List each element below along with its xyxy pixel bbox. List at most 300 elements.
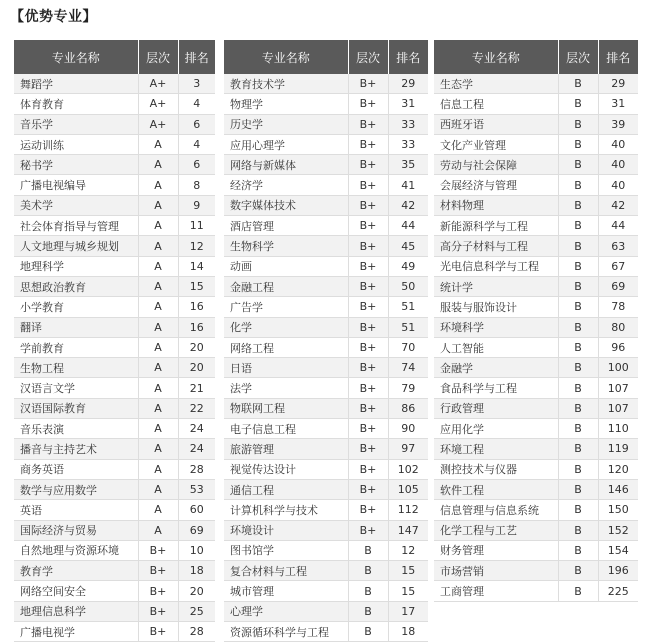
level-cell: B — [558, 540, 598, 560]
rank-cell: 16 — [178, 297, 215, 317]
level-cell: B — [348, 601, 388, 621]
major-name-cell: 商务英语 — [14, 459, 138, 479]
table-row — [14, 134, 215, 154]
table-row — [224, 114, 428, 134]
table-row — [14, 439, 215, 459]
level-cell: B — [348, 622, 388, 642]
rank-cell: 40 — [598, 134, 638, 154]
table-row — [434, 398, 638, 418]
level-cell: B — [558, 561, 598, 581]
rank-cell: 29 — [598, 74, 638, 94]
level-cell: B+ — [348, 419, 388, 439]
level-cell: B+ — [348, 520, 388, 540]
table-row — [224, 479, 428, 499]
major-name-cell: 电子信息工程 — [224, 419, 348, 439]
level-cell: B — [558, 479, 598, 499]
rank-cell: 22 — [178, 398, 215, 418]
header-rank: 排名 — [598, 40, 638, 74]
rank-cell: 9 — [178, 195, 215, 215]
table-row — [434, 520, 638, 540]
table-row — [14, 358, 215, 378]
rank-cell: 225 — [598, 581, 638, 601]
major-name-cell: 秘书学 — [14, 155, 138, 175]
rank-cell: 6 — [178, 155, 215, 175]
table-row — [224, 155, 428, 175]
major-name-cell: 自然地理与资源环境 — [14, 540, 138, 560]
major-name-cell: 小学教育 — [14, 297, 138, 317]
rank-cell: 80 — [598, 317, 638, 337]
level-cell: B — [558, 358, 598, 378]
table-row — [434, 358, 638, 378]
level-cell: B — [558, 500, 598, 520]
rank-cell: 28 — [178, 622, 215, 642]
major-name-cell: 翻译 — [14, 317, 138, 337]
level-cell: A — [138, 195, 178, 215]
table-row — [14, 236, 215, 256]
level-cell: B — [558, 236, 598, 256]
table-row — [14, 398, 215, 418]
table-row — [224, 134, 428, 154]
major-name-cell: 音乐学 — [14, 114, 138, 134]
table-row — [14, 500, 215, 520]
header-rank: 排名 — [388, 40, 428, 74]
table-row — [224, 94, 428, 114]
level-cell: A+ — [138, 94, 178, 114]
level-cell: B+ — [348, 74, 388, 94]
rank-cell: 152 — [598, 520, 638, 540]
major-name-cell: 思想政治教育 — [14, 276, 138, 296]
major-name-cell: 财务管理 — [434, 540, 558, 560]
table-row — [14, 317, 215, 337]
ranking-table-1 — [14, 40, 215, 642]
rank-cell: 63 — [598, 236, 638, 256]
major-name-cell: 教育学 — [14, 561, 138, 581]
level-cell: A — [138, 256, 178, 276]
rank-cell: 12 — [388, 540, 428, 560]
header-major-name: 专业名称 — [434, 40, 558, 74]
table-row — [224, 520, 428, 540]
major-name-cell: 会展经济与管理 — [434, 175, 558, 195]
table-row — [14, 155, 215, 175]
major-name-cell: 环境设计 — [224, 520, 348, 540]
table-row — [434, 195, 638, 215]
major-name-cell: 工商管理 — [434, 581, 558, 601]
level-cell: A+ — [138, 74, 178, 94]
level-cell: B — [348, 540, 388, 560]
level-cell: A — [138, 134, 178, 154]
rank-cell: 102 — [388, 459, 428, 479]
major-name-cell: 运动训练 — [14, 134, 138, 154]
rank-cell: 147 — [388, 520, 428, 540]
rank-cell: 42 — [388, 195, 428, 215]
rank-cell: 97 — [388, 439, 428, 459]
table-row — [224, 256, 428, 276]
table-row — [224, 216, 428, 236]
major-name-cell: 音乐表演 — [14, 419, 138, 439]
rank-cell: 20 — [178, 337, 215, 357]
rank-cell: 105 — [388, 479, 428, 499]
table-row — [224, 459, 428, 479]
major-name-cell: 软件工程 — [434, 479, 558, 499]
level-cell: B — [558, 337, 598, 357]
major-name-cell: 新能源科学与工程 — [434, 216, 558, 236]
table-row — [224, 195, 428, 215]
table-row — [14, 601, 215, 621]
major-name-cell: 材料物理 — [434, 195, 558, 215]
table-row — [224, 358, 428, 378]
table-row — [14, 419, 215, 439]
major-name-cell: 物理学 — [224, 94, 348, 114]
major-name-cell: 汉语言文学 — [14, 378, 138, 398]
level-cell: B+ — [348, 358, 388, 378]
major-name-cell: 英语 — [14, 500, 138, 520]
table-row — [434, 581, 638, 601]
major-name-cell: 服装与服饰设计 — [434, 297, 558, 317]
rank-cell: 41 — [388, 175, 428, 195]
major-name-cell: 生物工程 — [14, 358, 138, 378]
level-cell: B+ — [348, 500, 388, 520]
rank-cell: 33 — [388, 134, 428, 154]
major-name-cell: 环境科学 — [434, 317, 558, 337]
ranking-table-2 — [224, 40, 428, 642]
table-row — [434, 317, 638, 337]
major-name-cell: 经济学 — [224, 175, 348, 195]
major-name-cell: 社会体育指导与管理 — [14, 216, 138, 236]
major-name-cell: 行政管理 — [434, 398, 558, 418]
level-cell: B — [558, 216, 598, 236]
major-name-cell: 化学工程与工艺 — [434, 520, 558, 540]
level-cell: B — [558, 114, 598, 134]
rank-cell: 25 — [178, 601, 215, 621]
table-row — [14, 581, 215, 601]
table-row — [14, 297, 215, 317]
major-name-cell: 体育教育 — [14, 94, 138, 114]
major-name-cell: 网络工程 — [224, 337, 348, 357]
table-row — [14, 114, 215, 134]
major-name-cell: 旅游管理 — [224, 439, 348, 459]
table-row — [14, 622, 215, 642]
level-cell: B+ — [348, 337, 388, 357]
major-name-cell: 网络与新媒体 — [224, 155, 348, 175]
table-row — [434, 114, 638, 134]
major-name-cell: 数学与应用数学 — [14, 479, 138, 499]
table-row — [434, 378, 638, 398]
rank-cell: 146 — [598, 479, 638, 499]
level-cell: B+ — [348, 175, 388, 195]
major-name-cell: 信息管理与信息系统 — [434, 500, 558, 520]
table-row — [14, 74, 215, 94]
table-row — [224, 419, 428, 439]
rank-cell: 14 — [178, 256, 215, 276]
level-cell: B+ — [348, 378, 388, 398]
table-row — [14, 175, 215, 195]
rank-cell: 10 — [178, 540, 215, 560]
rank-cell: 70 — [388, 337, 428, 357]
level-cell: B — [558, 94, 598, 114]
level-cell: A — [138, 398, 178, 418]
table-row — [434, 276, 638, 296]
rank-cell: 119 — [598, 439, 638, 459]
rank-cell: 86 — [388, 398, 428, 418]
rank-cell: 17 — [388, 601, 428, 621]
level-cell: B+ — [348, 195, 388, 215]
rank-cell: 15 — [388, 561, 428, 581]
table-row — [224, 317, 428, 337]
major-name-cell: 复合材料与工程 — [224, 561, 348, 581]
major-name-cell: 地理科学 — [14, 256, 138, 276]
table-row — [14, 561, 215, 581]
table-row — [434, 419, 638, 439]
level-cell: B — [558, 419, 598, 439]
table-row — [434, 216, 638, 236]
header-major-name: 专业名称 — [224, 40, 348, 74]
major-name-cell: 人工智能 — [434, 337, 558, 357]
level-cell: A — [138, 317, 178, 337]
level-cell: B+ — [348, 398, 388, 418]
table-row — [14, 337, 215, 357]
rank-cell: 3 — [178, 74, 215, 94]
level-cell: B — [558, 256, 598, 276]
table-row — [224, 601, 428, 621]
rank-cell: 31 — [598, 94, 638, 114]
rank-cell: 42 — [598, 195, 638, 215]
header-level: 层次 — [558, 40, 598, 74]
level-cell: A — [138, 175, 178, 195]
level-cell: A — [138, 479, 178, 499]
major-name-cell: 心理学 — [224, 601, 348, 621]
header-rank: 排名 — [178, 40, 215, 74]
rank-cell: 35 — [388, 155, 428, 175]
rank-cell: 21 — [178, 378, 215, 398]
major-name-cell: 数字媒体技术 — [224, 195, 348, 215]
level-cell: B — [558, 378, 598, 398]
major-name-cell: 生态学 — [434, 74, 558, 94]
level-cell: B+ — [348, 216, 388, 236]
level-cell: B — [558, 74, 598, 94]
rank-cell: 24 — [178, 419, 215, 439]
table-row — [14, 378, 215, 398]
level-cell: B+ — [348, 256, 388, 276]
rank-cell: 4 — [178, 94, 215, 114]
major-name-cell: 教育技术学 — [224, 74, 348, 94]
rank-cell: 120 — [598, 459, 638, 479]
table-row — [224, 337, 428, 357]
level-cell: B+ — [348, 134, 388, 154]
major-name-cell: 资源循环科学与工程 — [224, 622, 348, 642]
level-cell: B — [558, 195, 598, 215]
table-row — [434, 439, 638, 459]
major-name-cell: 物联网工程 — [224, 398, 348, 418]
table-row — [14, 479, 215, 499]
rank-cell: 49 — [388, 256, 428, 276]
table-row — [224, 540, 428, 560]
major-name-cell: 广播电视编导 — [14, 175, 138, 195]
table-row — [434, 256, 638, 276]
level-cell: B — [558, 276, 598, 296]
level-cell: B+ — [348, 276, 388, 296]
table-row — [224, 74, 428, 94]
rank-cell: 107 — [598, 398, 638, 418]
major-name-cell: 人文地理与城乡规划 — [14, 236, 138, 256]
rank-cell: 110 — [598, 419, 638, 439]
header-level: 层次 — [348, 40, 388, 74]
table-row — [14, 256, 215, 276]
major-name-cell: 广播电视学 — [14, 622, 138, 642]
major-name-cell: 劳动与社会保障 — [434, 155, 558, 175]
major-name-cell: 法学 — [224, 378, 348, 398]
level-cell: B — [558, 581, 598, 601]
table-row — [224, 581, 428, 601]
major-name-cell: 地理信息科学 — [14, 601, 138, 621]
table-row — [434, 540, 638, 560]
table-row — [224, 175, 428, 195]
rank-cell: 20 — [178, 358, 215, 378]
level-cell: B — [348, 561, 388, 581]
rank-cell: 44 — [598, 216, 638, 236]
major-name-cell: 应用心理学 — [224, 134, 348, 154]
level-cell: B+ — [138, 622, 178, 642]
rank-cell: 53 — [178, 479, 215, 499]
table-row — [224, 439, 428, 459]
major-name-cell: 计算机科学与技术 — [224, 500, 348, 520]
level-cell: A — [138, 337, 178, 357]
major-name-cell: 历史学 — [224, 114, 348, 134]
table-row — [14, 540, 215, 560]
major-name-cell: 应用化学 — [434, 419, 558, 439]
major-name-cell: 生物科学 — [224, 236, 348, 256]
level-cell: A — [138, 378, 178, 398]
major-name-cell: 学前教育 — [14, 337, 138, 357]
major-name-cell: 通信工程 — [224, 479, 348, 499]
table-row — [434, 561, 638, 581]
major-name-cell: 美术学 — [14, 195, 138, 215]
rank-cell: 20 — [178, 581, 215, 601]
major-name-cell: 环境工程 — [434, 439, 558, 459]
rank-cell: 69 — [598, 276, 638, 296]
rank-cell: 112 — [388, 500, 428, 520]
level-cell: B — [558, 317, 598, 337]
level-cell: B+ — [348, 94, 388, 114]
rank-cell: 67 — [598, 256, 638, 276]
rank-cell: 28 — [178, 459, 215, 479]
table-row — [434, 94, 638, 114]
level-cell: B — [558, 175, 598, 195]
level-cell: A — [138, 276, 178, 296]
level-cell: B — [558, 398, 598, 418]
major-name-cell: 光电信息科学与工程 — [434, 256, 558, 276]
table-row — [434, 134, 638, 154]
major-name-cell: 动画 — [224, 256, 348, 276]
major-name-cell: 日语 — [224, 358, 348, 378]
table-row — [224, 398, 428, 418]
rank-cell: 44 — [388, 216, 428, 236]
ranking-table-3 — [434, 40, 638, 602]
major-name-cell: 化学 — [224, 317, 348, 337]
rank-cell: 33 — [388, 114, 428, 134]
rank-cell: 18 — [178, 561, 215, 581]
level-cell: B — [558, 297, 598, 317]
level-cell: B+ — [348, 155, 388, 175]
major-name-cell: 广告学 — [224, 297, 348, 317]
major-name-cell: 文化产业管理 — [434, 134, 558, 154]
rank-cell: 51 — [388, 297, 428, 317]
rank-cell: 78 — [598, 297, 638, 317]
table-row — [434, 297, 638, 317]
major-name-cell: 舞蹈学 — [14, 74, 138, 94]
table-row — [14, 459, 215, 479]
table-row — [224, 500, 428, 520]
major-name-cell: 汉语国际教育 — [14, 398, 138, 418]
rank-cell: 69 — [178, 520, 215, 540]
major-name-cell: 城市管理 — [224, 581, 348, 601]
level-cell: B+ — [348, 459, 388, 479]
rank-cell: 45 — [388, 236, 428, 256]
major-name-cell: 金融学 — [434, 358, 558, 378]
rank-cell: 96 — [598, 337, 638, 357]
level-cell: A — [138, 216, 178, 236]
major-name-cell: 信息工程 — [434, 94, 558, 114]
table-row — [434, 175, 638, 195]
rank-cell: 90 — [388, 419, 428, 439]
level-cell: A — [138, 439, 178, 459]
rank-cell: 79 — [388, 378, 428, 398]
major-name-cell: 食品科学与工程 — [434, 378, 558, 398]
table-row — [14, 216, 215, 236]
rank-cell: 6 — [178, 114, 215, 134]
rank-cell: 196 — [598, 561, 638, 581]
rank-cell: 51 — [388, 317, 428, 337]
level-cell: B — [558, 134, 598, 154]
major-name-cell: 金融工程 — [224, 276, 348, 296]
table-row — [224, 297, 428, 317]
header-major-name: 专业名称 — [14, 40, 138, 74]
table-row — [434, 74, 638, 94]
table-row — [224, 622, 428, 642]
rank-cell: 150 — [598, 500, 638, 520]
table-row — [14, 195, 215, 215]
table-row — [434, 500, 638, 520]
level-cell: A — [138, 459, 178, 479]
level-cell: B+ — [348, 479, 388, 499]
level-cell: B — [558, 439, 598, 459]
level-cell: A — [138, 297, 178, 317]
rank-cell: 40 — [598, 175, 638, 195]
rank-cell: 12 — [178, 236, 215, 256]
level-cell: B+ — [138, 601, 178, 621]
major-name-cell: 视觉传达设计 — [224, 459, 348, 479]
major-name-cell: 酒店管理 — [224, 216, 348, 236]
level-cell: B+ — [138, 540, 178, 560]
rank-cell: 15 — [178, 276, 215, 296]
level-cell: B — [348, 581, 388, 601]
header-level: 层次 — [138, 40, 178, 74]
level-cell: A — [138, 500, 178, 520]
level-cell: B+ — [138, 561, 178, 581]
rank-cell: 100 — [598, 358, 638, 378]
level-cell: B+ — [138, 581, 178, 601]
level-cell: B+ — [348, 114, 388, 134]
rank-cell: 107 — [598, 378, 638, 398]
level-cell: A — [138, 358, 178, 378]
table-row — [434, 459, 638, 479]
page-title: 【优势专业】 — [10, 9, 97, 25]
major-name-cell: 统计学 — [434, 276, 558, 296]
table-row — [434, 236, 638, 256]
table-row — [434, 337, 638, 357]
rank-cell: 60 — [178, 500, 215, 520]
table-row — [14, 520, 215, 540]
table-row — [434, 155, 638, 175]
